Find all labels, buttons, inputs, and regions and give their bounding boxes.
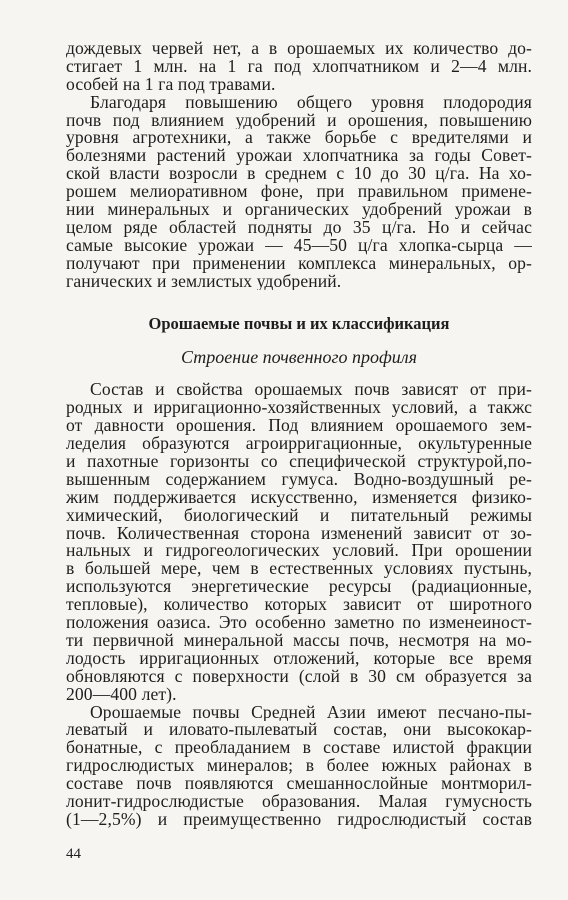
text-line: рошем мелиоративном фоне, при правильном примене- [66,183,532,202]
text-line: стигает 1 млн. на 1 га под хлопчатником и 2—4 млн. [66,57,532,76]
text-line: используются энергетические ресурсы (радиационные, [66,578,532,597]
text-line: лонит-гидрослюдистые образования. Малая гумусность [66,792,532,811]
text-line: дождевых червей нет, а в орошаемых их количество до- [66,40,532,58]
text-line: особей на 1 га под травами. [66,75,276,94]
text-line: уровня агротехники, а также борьбе с вредителями и [66,129,532,148]
text-line: ской власти возросли в среднем с 10 до 30 ц/га. На хо- [66,165,532,184]
paragraph-cotton-yield [66,94,532,291]
text-line: в большей мере, чем в естественных условиях пустынь, [66,560,532,579]
text-line: 200—400 лет). [66,685,177,704]
paragraph-earthworms [66,40,532,94]
subsection-heading: Строение почвенного профиля [181,347,417,368]
paragraph-soil-profile [66,381,532,703]
text-line: (1—2,5%) и преимущественно гидрослюдистый состав [66,810,532,829]
text-line: бонатные, с преобладанием в составе илистой фракции [66,739,532,758]
page-number: 44 [66,846,81,862]
text-line: тепловые), количество которых зависит от широтного [66,596,532,615]
text-line: составе почв появляются смешаннослойные монтморил- [66,775,532,793]
text-line: почв под влиянием удобрений и орошения, повышению [66,111,532,130]
text-line: ти первичной минеральной массы почв, несмотря на мо- [66,631,532,650]
text-line: Орошаемые почвы Средней Азии имеют песчано-пы- [90,703,532,722]
text-line: вышенным содержанием гумуса. Водно-воздушный ре- [66,470,532,489]
text-line: болезнями растений урожаи хлопчатника за годы Совет- [66,147,532,166]
text-line: леделия образуются агроирригационные, окультуренные [66,435,532,454]
text-line: и пахотные горизонты со специфической структурой,по- [66,453,532,471]
paragraph-central-asia-soils [66,704,532,829]
text-line: самые высокие урожаи — 45—50 ц/га хлопка-сырца — [66,236,532,255]
text-line: родных и ирригационно-хозяйственных условий, а такжс [66,399,532,418]
section-heading: Орошаемые почвы и их классификация [148,314,450,334]
text-line: лодость ирригационных отложений, которые все время [66,649,532,668]
text-line: обновляются с поверхности (слой в 30 см образуется за [66,667,532,686]
text-line: Состав и свойства орошаемых почв зависят от при- [90,381,532,400]
text-line: ганических и землистых удобрений. [66,272,342,291]
text-line: леватый и иловато-пылеватый состав, они высококар- [66,721,532,740]
text-line: Благодаря повышению общего уровня плодородия [90,93,532,112]
text-line: жим поддерживается искусственно, изменяется физико- [66,488,532,507]
text-line: химический, биологический и питательный режимы [66,506,532,525]
text-line: получают при применении комплекса минеральных, ор- [66,254,532,273]
text-line: почв. Количественная сторона изменений зависит от зо- [66,524,532,543]
text-line: нальных и гидрогеологических условий. При орошении [66,542,532,561]
text-line: гидрослюдистых минералов; в более южных районах в [66,757,532,776]
text-line: положения оазиса. Это особенно заметно по изменеиност- [66,614,532,632]
text-line: нии минеральных и органических удобрений урожаи в [66,201,532,219]
text-line: целом ряде областей подняты до 35 ц/га. Но и сейчас [66,218,532,237]
text-line: от давности орошения. Под влиянием орошаемого зем- [66,417,532,436]
